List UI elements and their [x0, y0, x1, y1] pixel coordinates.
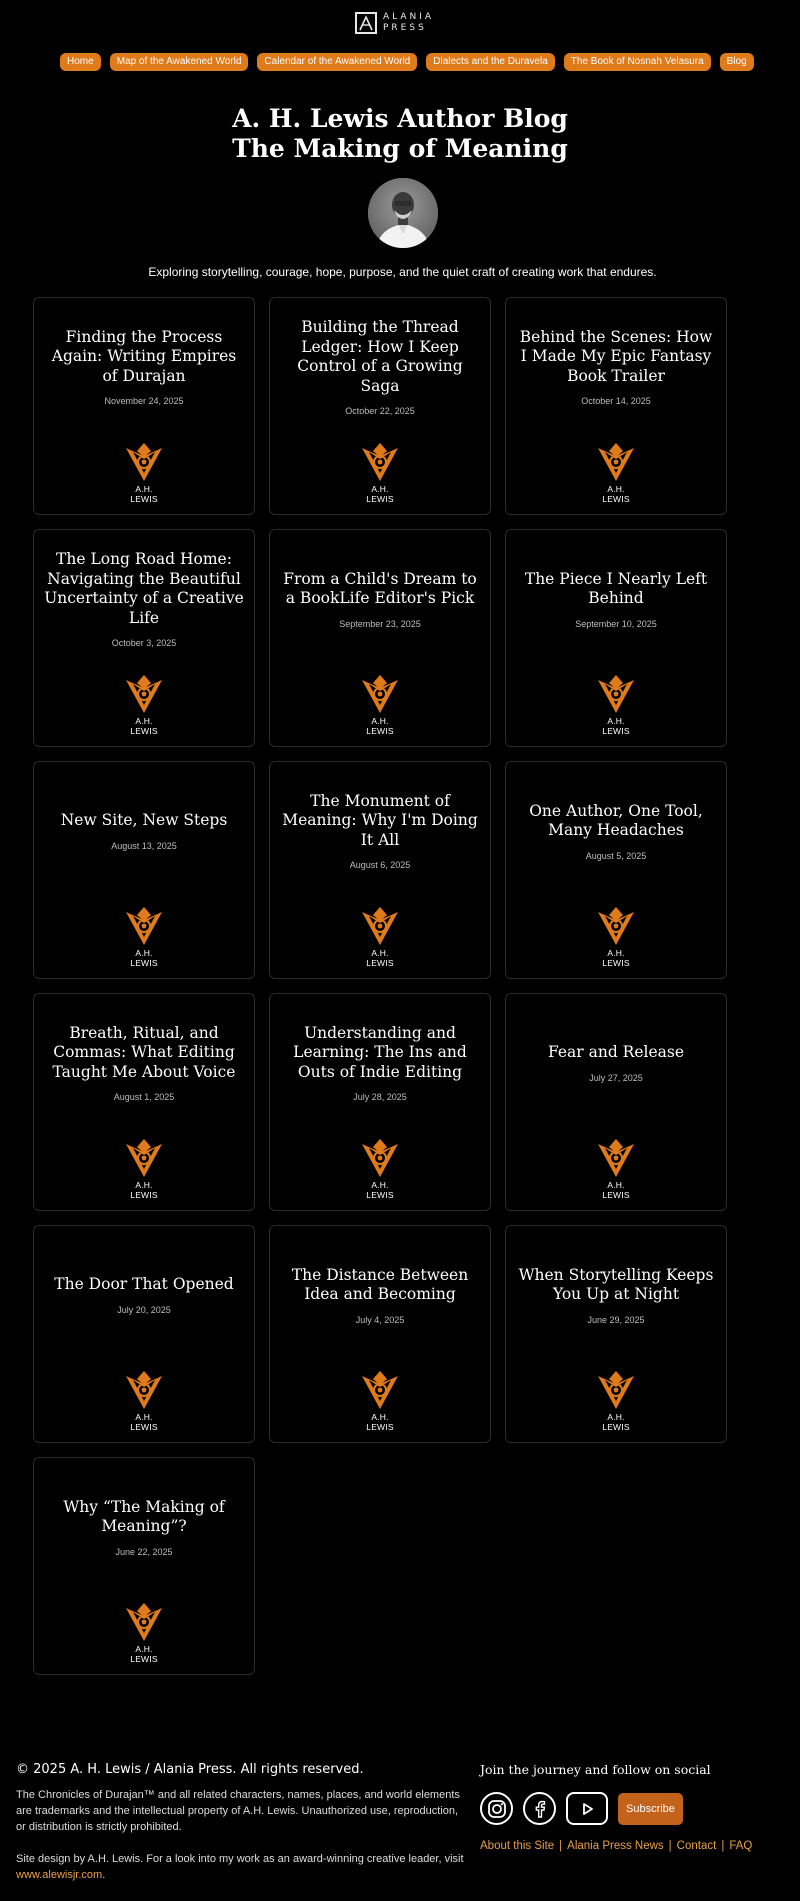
- facebook-icon[interactable]: [523, 1792, 556, 1825]
- post-card[interactable]: [269, 761, 491, 979]
- page-title: A. H. Lewis Author Blog The Making of Meaning: [232, 104, 568, 163]
- post-card[interactable]: [505, 993, 727, 1211]
- post-date: November 24, 2025: [104, 396, 184, 407]
- post-card-header: [44, 530, 244, 668]
- author-emblem: [359, 906, 401, 968]
- post-title[interactable]: Understanding and Learning: The Ins and Outs of Indie Editing: [293, 1023, 467, 1081]
- post-date: August 1, 2025: [113, 1092, 175, 1103]
- post-card[interactable]: [33, 1457, 255, 1675]
- author-avatar: [368, 178, 438, 248]
- post-title[interactable]: From a Child's Dream to a BookLife Editor's Pick: [283, 569, 477, 607]
- nav-book[interactable]: The Book of Nosnah Velasura: [564, 53, 711, 71]
- author-emblem: [123, 906, 165, 968]
- post-title[interactable]: The Door That Opened: [54, 1275, 234, 1294]
- emblem-icon: [125, 674, 163, 714]
- post-card-header: [44, 1458, 244, 1596]
- post-date: October 14, 2025: [581, 396, 651, 407]
- post-card-header: [280, 1226, 480, 1364]
- post-title[interactable]: Breath, Ritual, and Commas: What Editing Taught Me About Voice: [52, 1023, 236, 1081]
- post-date: July 28, 2025: [353, 1092, 407, 1103]
- author-emblem: [359, 442, 401, 504]
- author-emblem: [595, 1138, 637, 1200]
- youtube-icon[interactable]: [566, 1792, 608, 1825]
- post-title[interactable]: Fear and Release: [547, 1043, 685, 1062]
- emblem-label: A.H. LEWIS: [366, 1412, 394, 1432]
- post-card[interactable]: [33, 761, 255, 979]
- post-card-header: [44, 298, 244, 436]
- emblem-label: A.H. LEWIS: [366, 1180, 394, 1200]
- social-row: [480, 1792, 780, 1825]
- footer-link-news[interactable]: Alania Press News: [567, 1840, 664, 1852]
- logo-wordmark: ALANIA PRESS: [383, 12, 435, 33]
- author-emblem: [595, 674, 637, 736]
- author-emblem: [359, 674, 401, 736]
- post-date: October 22, 2025: [345, 406, 415, 416]
- nav-home[interactable]: Home: [60, 53, 101, 71]
- author-emblem: [123, 1370, 165, 1432]
- emblem-icon: [597, 442, 635, 482]
- post-title[interactable]: Why “The Making of Meaning”?: [63, 1497, 225, 1535]
- post-card-header: [280, 298, 480, 436]
- portfolio-link[interactable]: www.alewisjr.com: [16, 1869, 103, 1881]
- post-card-header: [516, 530, 716, 668]
- post-card[interactable]: [269, 1225, 491, 1443]
- subscribe-button[interactable]: Subscribe: [618, 1793, 683, 1825]
- post-date: August 6, 2025: [349, 860, 411, 871]
- post-card[interactable]: [33, 1225, 255, 1443]
- emblem-label: A.H. LEWIS: [130, 1412, 158, 1432]
- author-emblem: [359, 1138, 401, 1200]
- emblem-icon: [125, 442, 163, 482]
- emblem-label: A.H. LEWIS: [130, 716, 158, 736]
- author-emblem: [359, 1370, 401, 1432]
- footer-legal-block: [16, 1762, 466, 1883]
- post-date: September 23, 2025: [339, 618, 421, 629]
- emblem-icon: [597, 1138, 635, 1178]
- post-card[interactable]: [505, 1225, 727, 1443]
- author-emblem: [123, 1602, 165, 1664]
- social-heading: Join the journey and follow on social: [480, 1762, 711, 1777]
- emblem-icon: [361, 1138, 399, 1178]
- footer-links: About this Site | Alania Press News | Contact | FAQ: [480, 1840, 753, 1852]
- author-emblem: [123, 674, 165, 736]
- post-card[interactable]: [269, 297, 491, 515]
- post-card[interactable]: [505, 529, 727, 747]
- post-card[interactable]: [269, 529, 491, 747]
- emblem-icon: [597, 674, 635, 714]
- post-card-header: [516, 1226, 716, 1364]
- post-card[interactable]: [33, 297, 255, 515]
- emblem-label: A.H. LEWIS: [130, 1644, 158, 1664]
- emblem-icon: [125, 1602, 163, 1642]
- post-card[interactable]: [269, 993, 491, 1211]
- emblem-label: A.H. LEWIS: [366, 484, 394, 504]
- post-title[interactable]: Behind the Scenes: How I Made My Epic Fantasy Book Trailer: [519, 327, 713, 385]
- emblem-icon: [597, 1370, 635, 1410]
- emblem-icon: [125, 1138, 163, 1178]
- post-card-header: [44, 762, 244, 900]
- post-card-header: [280, 994, 480, 1132]
- post-card[interactable]: [33, 993, 255, 1211]
- post-card-header: [516, 298, 716, 436]
- author-emblem: [595, 1370, 637, 1432]
- copyright: © 2025 A. H. Lewis / Alania Press. All rights reserved.: [16, 1762, 364, 1777]
- nav-calendar[interactable]: Calendar of the Awakened World: [257, 53, 417, 71]
- post-title[interactable]: The Long Road Home: Navigating the Beautiful Uncertainty of a Creative Life: [44, 550, 244, 627]
- post-card[interactable]: [33, 529, 255, 747]
- emblem-icon: [125, 1370, 163, 1410]
- post-card-header: [516, 994, 716, 1132]
- post-card[interactable]: [505, 297, 727, 515]
- post-title[interactable]: The Distance Between Idea and Becoming: [291, 1265, 469, 1303]
- emblem-label: A.H. LEWIS: [130, 484, 158, 504]
- post-date: September 10, 2025: [575, 618, 657, 629]
- post-date: June 22, 2025: [115, 1546, 173, 1557]
- emblem-icon: [361, 442, 399, 482]
- post-date: July 20, 2025: [117, 1304, 171, 1315]
- post-date: August 13, 2025: [111, 840, 177, 851]
- post-title[interactable]: New Site, New Steps: [60, 811, 228, 830]
- footer-link-faq[interactable]: FAQ: [729, 1840, 753, 1852]
- footer-link-contact[interactable]: Contact: [676, 1840, 717, 1852]
- author-emblem: [123, 1138, 165, 1200]
- emblem-label: A.H. LEWIS: [602, 484, 630, 504]
- alania-mark-icon: [355, 12, 377, 34]
- emblem-label: A.H. LEWIS: [130, 1180, 158, 1200]
- post-card-header: [280, 762, 480, 900]
- author-emblem: [595, 442, 637, 504]
- emblem-label: A.H. LEWIS: [366, 716, 394, 736]
- post-title[interactable]: The Piece I Nearly Left Behind: [524, 569, 708, 607]
- emblem-icon: [125, 906, 163, 946]
- emblem-label: A.H. LEWIS: [602, 716, 630, 736]
- post-date: July 4, 2025: [355, 1314, 405, 1325]
- author-emblem: [595, 906, 637, 968]
- blog-tagline: Exploring storytelling, courage, hope, purpose, and the quiet craft of creating work that endures.: [148, 265, 657, 279]
- site-logo[interactable]: [355, 12, 434, 34]
- post-grid: [33, 297, 727, 1675]
- instagram-icon[interactable]: [480, 1792, 513, 1825]
- post-title[interactable]: The Monument of Meaning: Why I'm Doing It All: [282, 791, 478, 849]
- post-title[interactable]: When Storytelling Keeps You Up at Night: [518, 1265, 714, 1303]
- emblem-label: A.H. LEWIS: [602, 1412, 630, 1432]
- post-title[interactable]: Building the Thread Ledger: How I Keep Control of a Growing Saga: [297, 318, 463, 395]
- emblem-label: A.H. LEWIS: [366, 948, 394, 968]
- emblem-icon: [361, 906, 399, 946]
- nav-dialects[interactable]: Dialects and the Duravela: [426, 53, 555, 71]
- post-card-header: [44, 994, 244, 1132]
- footer-link-about[interactable]: About this Site: [480, 1840, 555, 1852]
- post-title[interactable]: One Author, One Tool, Many Headaches: [529, 801, 703, 839]
- post-card-header: [280, 530, 480, 668]
- emblem-icon: [597, 906, 635, 946]
- emblem-icon: [361, 674, 399, 714]
- post-card-header: [516, 762, 716, 900]
- post-card-header: [44, 1226, 244, 1364]
- nav-blog[interactable]: Blog: [720, 53, 754, 71]
- emblem-label: A.H. LEWIS: [602, 948, 630, 968]
- post-date: June 29, 2025: [587, 1314, 645, 1325]
- emblem-label: A.H. LEWIS: [130, 948, 158, 968]
- emblem-label: A.H. LEWIS: [602, 1180, 630, 1200]
- credit-text: Site design by A.H. Lewis. For a look into my work as an award-winning creative leader, visit: [16, 1853, 464, 1865]
- post-title[interactable]: Finding the Process Again: Writing Empires of Durajan: [51, 327, 237, 385]
- author-emblem: [123, 442, 165, 504]
- legal-notice: The Chronicles of Durajan™ and all related characters, names, places, and world elements are trademarks and the intellectual property of A.H. Lewis. Unauthorized use, reproduction, or distribution is strictly prohibited.: [16, 1789, 460, 1833]
- main-nav: [60, 53, 754, 71]
- post-date: July 27, 2025: [589, 1072, 643, 1083]
- footer-social-block: [480, 1762, 780, 1852]
- design-credit: Site design by A.H. Lewis. For a look into my work as an award-winning creative leader, visit www.alewisjr.com.: [16, 1853, 464, 1881]
- emblem-icon: [361, 1370, 399, 1410]
- post-date: August 5, 2025: [585, 850, 647, 861]
- post-date: October 3, 2025: [111, 638, 177, 648]
- nav-map[interactable]: Map of the Awakened World: [110, 53, 249, 71]
- post-card[interactable]: [505, 761, 727, 979]
